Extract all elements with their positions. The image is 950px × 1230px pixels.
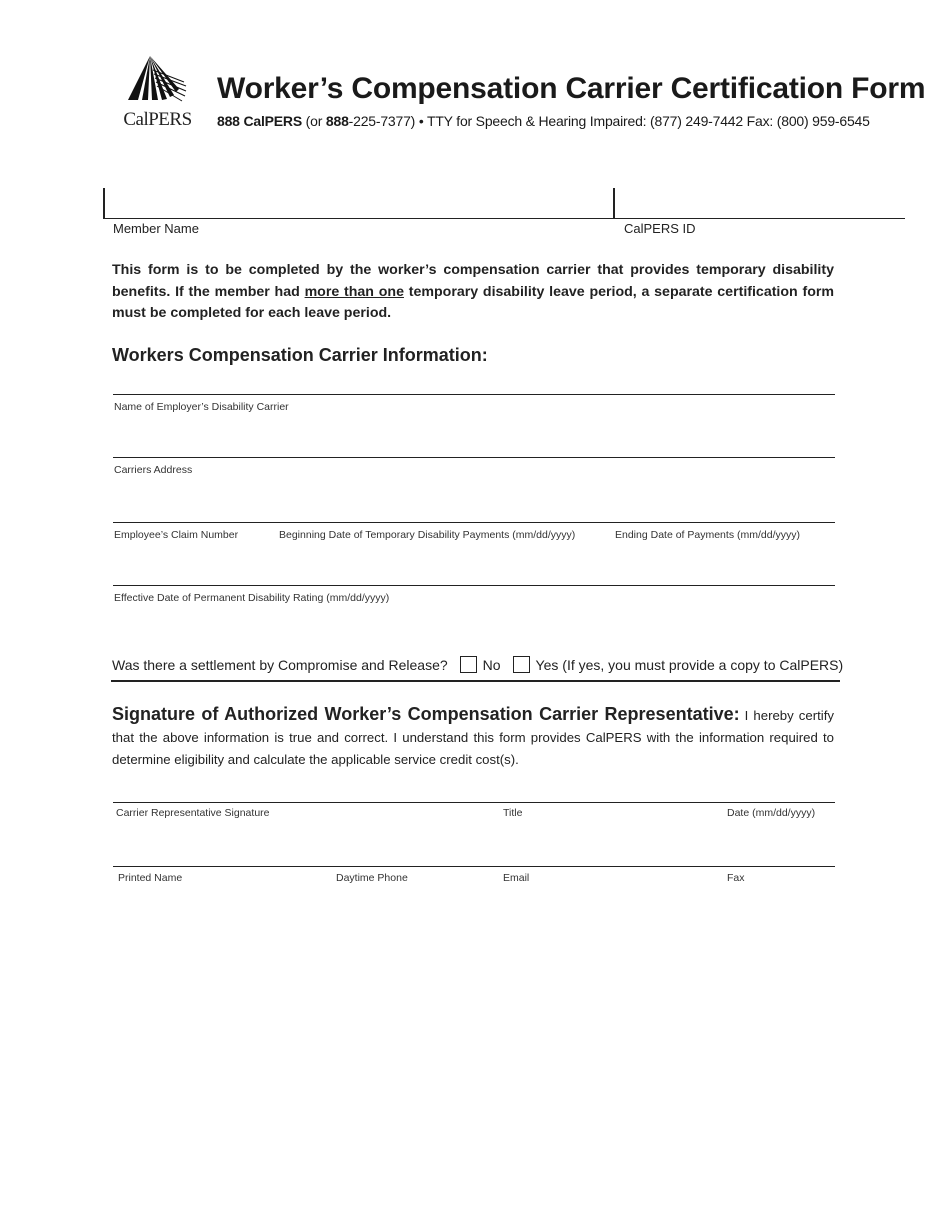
intro-text-1: This form is to be completed by the worker’s compensation carrier that provides temporary disability benefits. If the member had [112, 262, 834, 300]
member-name-label: Member Name [113, 221, 199, 236]
calpers-id-field[interactable] [613, 188, 905, 219]
settlement-yes-label: Yes (If yes, you must provide a copy to CalPERS) [535, 656, 844, 673]
permanent-rating-label: Effective Date of Permanent Disability Rating (mm/dd/yyyy) [114, 592, 390, 604]
contact-line [217, 113, 870, 129]
contact-text-1: (or [305, 113, 323, 129]
settlement-question-text: Was there a settlement by Compromise and Release? [112, 656, 448, 673]
title-label: Title [503, 807, 523, 819]
printed-name-label: Printed Name [118, 872, 183, 884]
settlement-no-label: No [482, 656, 501, 673]
ending-date-label: Ending Date of Payments (mm/dd/yyyy) [615, 529, 800, 541]
claim-number-label: Employee’s Claim Number [114, 529, 239, 541]
signature-certification [112, 703, 834, 771]
certification-text: I hereby certify that the above information is true and correct. I understand this form provides CalPERS with the information required to determine eligibility and calculate the applicable service credit cost(s). [112, 708, 834, 767]
claim-dates-field-line[interactable] [113, 522, 835, 523]
carrier-info-heading: Workers Compensation Carrier Information: [112, 345, 488, 365]
settlement-question [112, 656, 843, 673]
daytime-phone-label: Daytime Phone [336, 872, 408, 884]
date-label: Date (mm/dd/yyyy) [727, 807, 816, 819]
beginning-date-label: Beginning Date of Temporary Disability Payments (mm/dd/yyyy) [279, 529, 576, 541]
calpers-logo [120, 52, 195, 132]
signature-heading: Signature of Authorized Worker’s Compensation Carrier Representative: [112, 704, 740, 724]
contact-bold-2: 888 [325, 113, 349, 129]
member-name-field[interactable] [103, 188, 615, 219]
settlement-yes-checkbox[interactable] [513, 656, 530, 673]
calpers-sunburst-icon [120, 52, 195, 110]
carrier-address-label: Carriers Address [114, 464, 193, 476]
settlement-no-checkbox[interactable] [460, 656, 477, 673]
signature-field-line[interactable] [113, 802, 835, 803]
logo-text: CalPERS [123, 109, 192, 130]
contact-field-line[interactable] [113, 866, 835, 867]
fax-label: Fax [727, 872, 745, 884]
intro-paragraph [112, 260, 834, 325]
contact-bold-1: 888 CalPERS [217, 113, 302, 129]
intro-text-2: temporary disability leave period, a separate certification form must be completed for each leave period. [112, 283, 834, 321]
employer-carrier-field[interactable] [113, 394, 835, 395]
email-label: Email [503, 872, 530, 884]
form-title: Worker’s Compensation Carrier Certification Form [217, 72, 926, 105]
permanent-rating-field[interactable] [113, 585, 835, 586]
intro-underlined: more than one [304, 283, 404, 300]
calpers-id-label: CalPERS ID [624, 221, 696, 236]
section-divider [111, 680, 840, 682]
signature-label: Carrier Representative Signature [116, 807, 270, 819]
carrier-address-field[interactable] [113, 457, 835, 458]
contact-text-2: -225-7377) • TTY for Speech & Hearing Impaired: (877) 249-7442 Fax: (800) 959-6545 [348, 113, 870, 129]
employer-carrier-label: Name of Employer’s Disability Carrier [114, 401, 289, 413]
